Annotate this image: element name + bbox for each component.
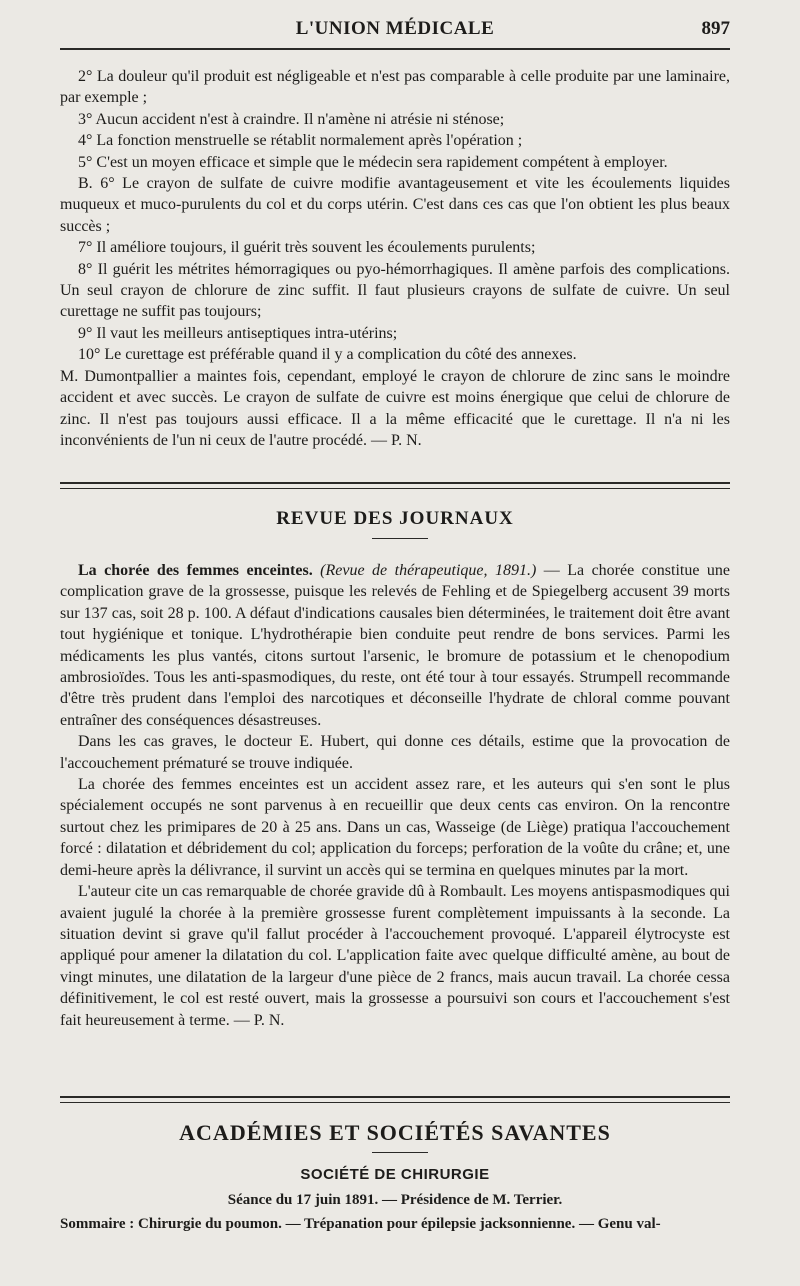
article-paragraph: La chorée des femmes enceintes est un accident assez rare, et les auteurs qui s'en sont le plus spécialement occupés ne sont parvenus à en recueillir que deux cents cas environ. On la rencontre surtout chez les primipares de 20 à 25 ans. Dans un cas, Wasseige (de Liège) pratiqua l'accouchement forcé : dilatation et débridement du col; application du forceps; perforation de la voûte du crâne; et, une demi-heure après la délivrance, il survint un accès qui se termina en quelques minutes par la mort. <box>60 776 730 879</box>
list-item: 2° La douleur qu'il produit est négligeable et n'est pas comparable à celle produite par une laminaire, par exemple ; <box>60 68 730 107</box>
article-paragraph <box>60 560 730 731</box>
society-name: SOCIÉTÉ DE CHIRURGIE <box>300 1166 490 1183</box>
section-title-academies: ACADÉMIES ET SOCIÉTÉS SAVANTES <box>179 1120 611 1145</box>
running-title: L'UNION MÉDICALE <box>295 18 495 39</box>
list-item: B. 6° Le crayon de sulfate de cuivre modifie avantageusement et vite les écoulements liquides muqueux et muco-purulents du col et du corps utérin. C'est dans ces cas que l'on obtient les plus beaux succès ; <box>60 175 730 235</box>
section-title-revue: REVUE DES JOURNAUX <box>276 508 514 529</box>
article-paragraph: L'auteur cite un cas remarquable de chorée gravide dû à Rombault. Les moyens antispasmodiques qui avaient jugulé la chorée à la première grossesse furent complètement impuissants à la seconde. La situation devint si grave qu'il fallut procéder à l'accouchement provoqué. L'appareil élytrocyste est appliqué pour amener la dilatation du col. L'application faite avec quelque difficulté amène, au bout de vingt minutes, une dilatation de la largeur d'une pièce de 2 francs, mais aucun travail. La chorée cessa définitivement, le col est resté ouvert, mais la grossesse a poursuivi son cours et l'accouchement s'est fait heureusement à terme. — P. N. <box>60 883 730 1029</box>
section-divider <box>60 482 730 489</box>
article-text: — La chorée constitue une complication grave de la grossesse, puisque les relevés de Fehling et de Spiegelberg accusent 39 morts sur 137 cas, soit 28 p. 100. A défaut d'indications causales bien déterminées, le traitement doit être avant tout hygiénique et tonique. L'hydrothérapie bien conduite peut rendre de bons services. Parmi les médicaments les plus vantés, citons surtout l'arsenic, le bromure de potassium et le chenopodium ambrosioïdes. Tous les anti-spasmodiques, du reste, ont été tour à tour essayés. Strumpell recommande d'être très prudent dans l'emploi des narcotiques et déconseille l'hydrate de chloral comme pouvant entraîner des conséquences désastreuses. <box>60 562 730 729</box>
list-item: 3° Aucun accident n'est à craindre. Il n'amène ni atrésie ni sténose; <box>78 110 505 128</box>
sommaire-line: Sommaire : Chirurgie du poumon. — Trépanation pour épilepsie jacksonnienne. — Genu val- <box>60 1216 661 1232</box>
list-item: 5° C'est un moyen efficace et simple que le médecin sera rapidement compétent à employer. <box>78 153 668 171</box>
list-item: 9° Il vaut les meilleurs antiseptiques intra-utérins; <box>78 324 398 342</box>
article-paragraph: Dans les cas graves, le docteur E. Hubert, qui donne ces détails, estime que la provocation de l'accouchement prématuré se trouve indiquée. <box>60 733 730 772</box>
page-number: 897 <box>701 18 730 39</box>
conclusions-list <box>60 66 730 451</box>
discussion-paragraph: M. Dumontpallier a maintes fois, cependant, employé le crayon de chlorure de zinc sans le moindre accident et avec succès. Le crayon de sulfate de cuivre est moins énergique que celui de chlorure de zinc. Il n'est pas toujours aussi efficace. Il a la même efficacité que le curettage. Il n'a ni les inconvénients de l'un ni ceux de l'autre procédé. — P. N. <box>60 367 730 449</box>
seance-line: Séance du 17 juin 1891. — Présidence de M. Terrier. <box>227 1192 563 1208</box>
title-underline <box>372 1152 428 1153</box>
revue-article <box>60 560 730 1031</box>
title-underline <box>372 538 428 539</box>
list-item: 10° Le curettage est préférable quand il y a complication du côté des annexes. <box>78 346 577 364</box>
list-item: 7° Il améliore toujours, il guérit très souvent les écoulements purulents; <box>78 239 536 257</box>
list-item: 4° La fonction menstruelle se rétablit normalement après l'opération ; <box>78 132 523 150</box>
header-rule <box>60 48 730 50</box>
list-item: 8° Il guérit les métrites hémorragiques ou pyo-hémorrhagiques. Il amène parfois des complications. Un seul crayon de chlorure de zinc suffit. Il faut plusieurs crayons de sulfate de cuivre. Un seul curettage ne suffit pas toujours; <box>60 260 730 321</box>
article-source: (Revue de thérapeutique, 1891.) <box>320 562 537 579</box>
article-title: La chorée des femmes enceintes. <box>78 562 313 579</box>
section-divider <box>60 1096 730 1103</box>
page-header <box>60 18 730 48</box>
